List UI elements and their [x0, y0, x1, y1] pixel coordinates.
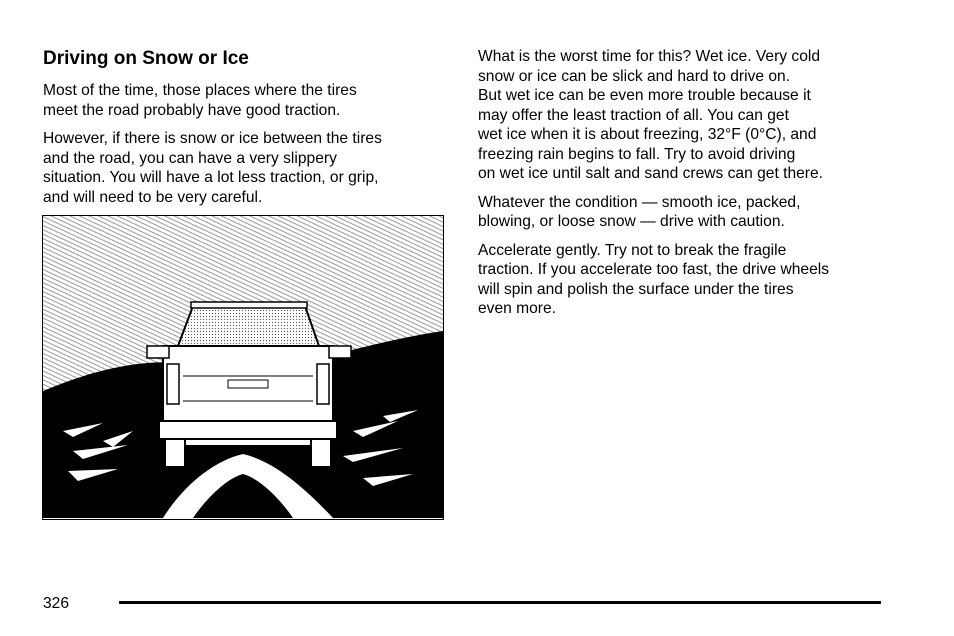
suv-on-snow-illustration	[43, 216, 443, 518]
snow-illustration	[42, 215, 444, 520]
paragraph-accelerate: Accelerate gently. Try not to break the fragile traction. If you accelerate too fast, the drive wheels will spin and polish the surface under the tires even more.	[478, 241, 830, 317]
footer-rule	[119, 601, 881, 604]
paragraph-slippery: However, if there is snow or ice between the tires and the road, you can have a very slippery situation. You will have a lot less traction, or grip, and will need to be very careful.	[43, 130, 382, 206]
paragraph-caution: Whatever the condition — smooth ice, packed, blowing, or loose snow — drive with caution.	[478, 193, 801, 230]
paragraph-traction: Most of the time, those places where the tires meet the road probably have good traction.	[43, 82, 357, 119]
right-column	[478, 47, 888, 328]
paragraph-wet-ice: What is the worst time for this? Wet ice. Very cold snow or ice can be slick and hard to drive on. But wet ice can be even more trouble because it may offer the least traction of all. You can get wet ice when it is about freezing, 32°F (0°C), and freezing rain begins to fall. Try to avoid driving on wet ice until salt and sand crews can get there.	[478, 48, 823, 182]
page-number: 326	[43, 595, 70, 612]
section-heading: Driving on Snow or Ice	[43, 48, 249, 69]
left-column	[43, 47, 445, 216]
